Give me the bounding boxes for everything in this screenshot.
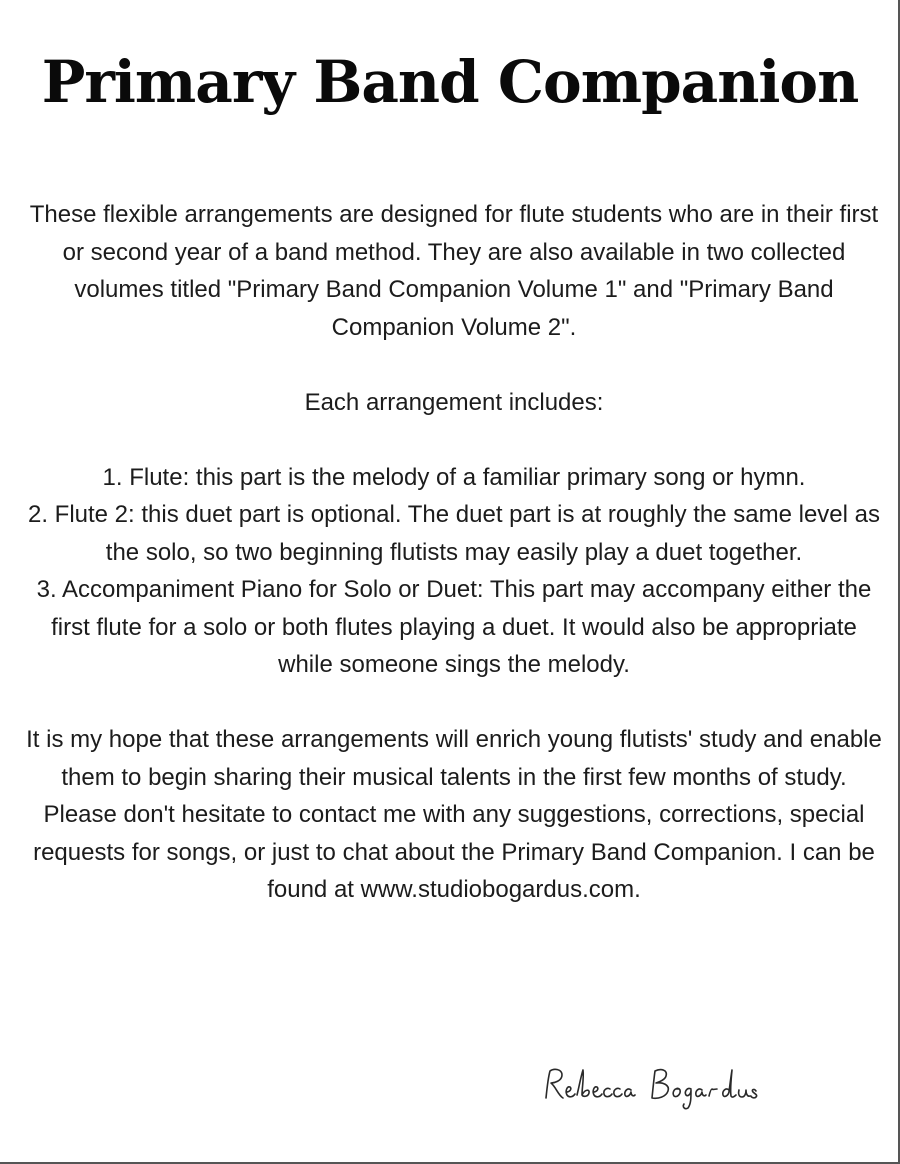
page-title: Primary Band Companion bbox=[41, 48, 859, 116]
includes-heading: Each arrangement includes: bbox=[304, 388, 604, 416]
paragraph-gap bbox=[22, 421, 886, 459]
paragraph-gap bbox=[22, 684, 886, 722]
closing-paragraph: It is my hope that these arrangements will enrich young flutists' study and enable them to begin sharing their musical talents in the first few months of study. Please don't hesitate to contact me with any suggestions, corrections, special requests for songs, or just to chat about the Primary Band Companion. I can be found at www.studiobogardus.com. bbox=[26, 726, 882, 903]
list-item: 3. Accompaniment Piano for Solo or Duet: This part may accompany either the first flute for a solo or both flutes playing a duet. It would also be appropriate while someone sings the melody. bbox=[36, 576, 872, 678]
list-item: 2. Flute 2: this duet part is optional. The duet part is at roughly the same level as the solo, so two beginning flutists may easily play a duet together. bbox=[27, 501, 881, 566]
paragraph-gap bbox=[22, 346, 886, 384]
intro-paragraph: These flexible arrangements are designed for flute students who are in their first or second year of a band method. They are also available in two collected volumes titled "Primary Band Companion Volume 1" and "Primary Band Companion Volume 2". bbox=[29, 201, 879, 341]
list-item: 1. Flute: this part is the melody of a familiar primary song or hymn. bbox=[102, 463, 806, 491]
signature bbox=[540, 1062, 780, 1112]
document-body bbox=[22, 196, 886, 909]
